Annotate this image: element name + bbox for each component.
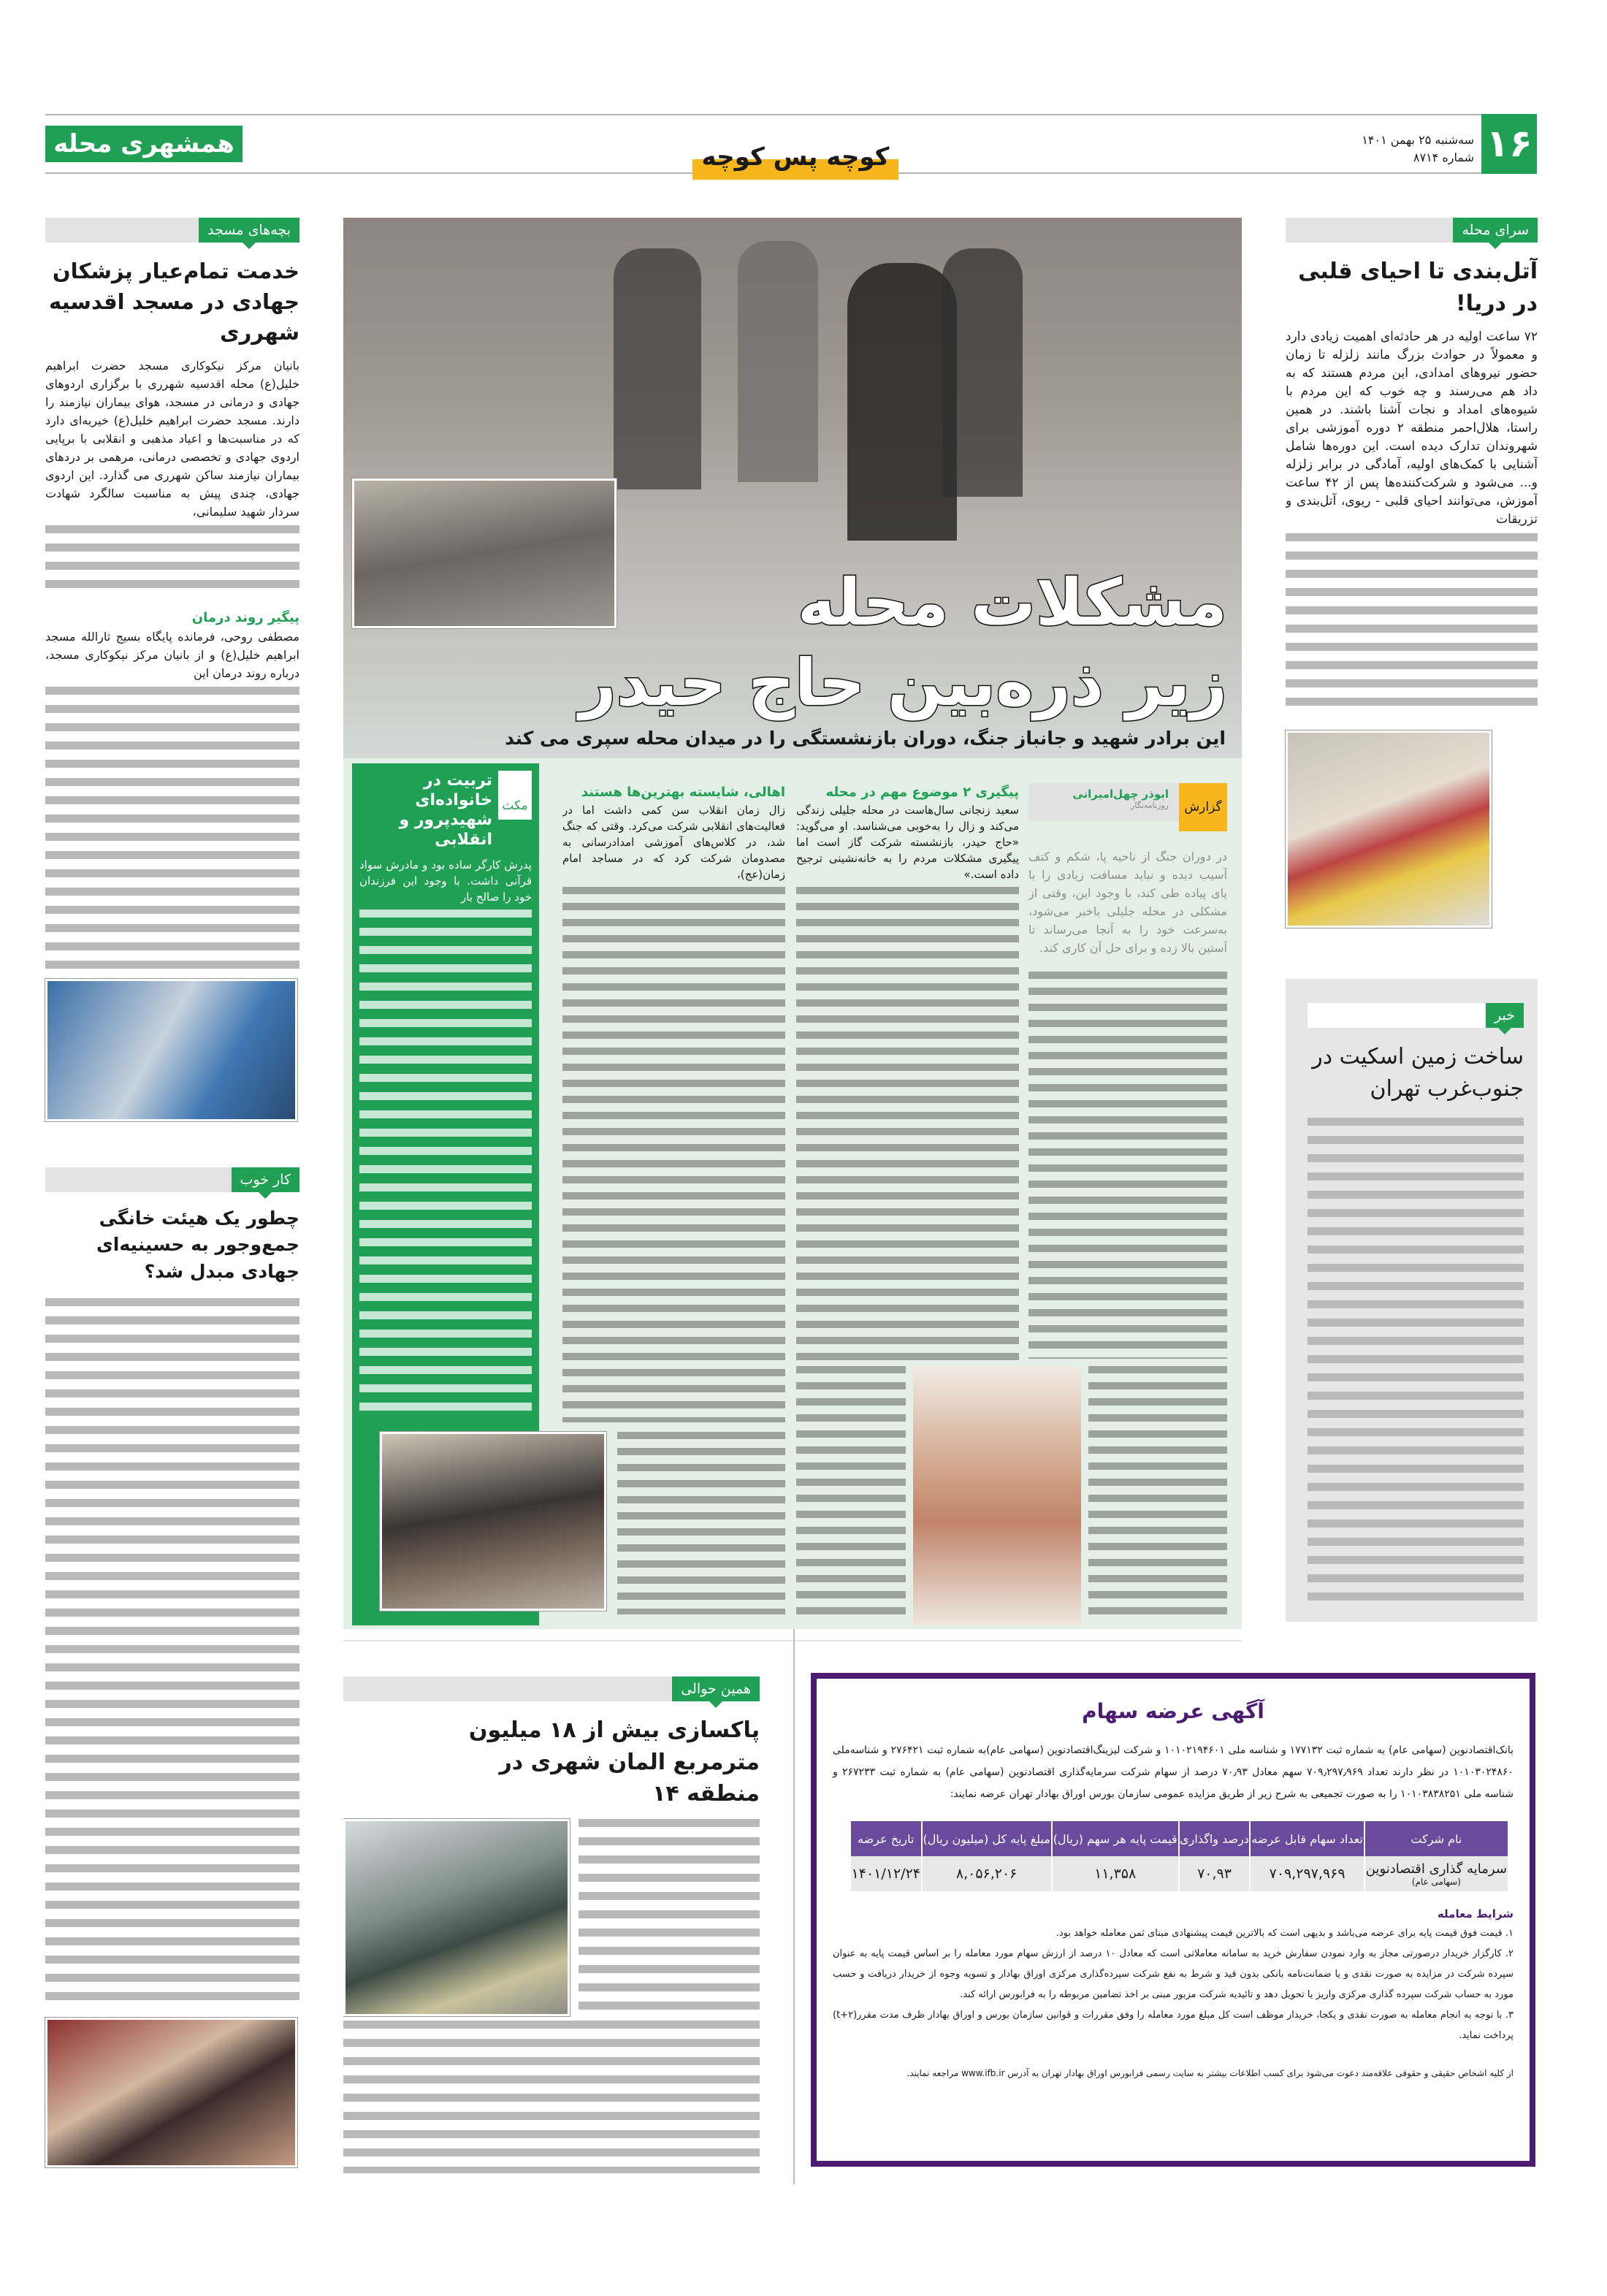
subheading: پیگیری ۲ موضوع مهم در محله	[825, 785, 1019, 800]
inset-neighborhood-photo	[352, 478, 617, 628]
table-header: مبلغ پایه کل (میلیون ریال)	[922, 1821, 1052, 1856]
subheading: پیگیر روند درمان	[191, 610, 299, 626]
percent-cell: ۷۰,۹۳	[1179, 1856, 1251, 1891]
section-tag: همین حوالی	[672, 1677, 760, 1701]
story-headline: خدمت تمام‌عیار پزشکان جهادی در مسجد اقدسیه شهرری	[48, 259, 299, 346]
story-body: بانیان مرکز نیکوکاری مسجد حضرت ابراهیم خلیل(ع) محله اقدسیه شهرری با برگزاری اردوهای جهادی و درمانی در مسجد، هوای بیماران نیازمند را دارند. مسجد حضرت ابراهیم خلیل(ع) خیریه‌ای دارد که در مناسبت‌ها و اعیاد مذهبی و انقلابی با برپایی اردوی جهادی و تخصصی درمانی، مرهمی بر دردهای بیماران نیازمند ساکن شهرری می گذارد. این اردوی جهادی، چندی پیش به مناسبت سالگرد شهادت سردار شهید سلیمانی،	[45, 359, 299, 519]
date-cell: ۱۴۰۱/۱۲/۲۴	[850, 1856, 922, 1891]
author-name: ابوذر چهل‌امیرانی	[1072, 787, 1169, 801]
table-header: تاریخ عرضه	[850, 1821, 922, 1856]
section-tag: بچه‌های مسجد	[199, 218, 299, 243]
story-headline: چطور یک هیئت خانگی جمع‌وجور به حسینیه‌ای جهادی مبدل شد؟	[96, 1208, 299, 1282]
table-header: درصد واگذاری	[1179, 1821, 1251, 1856]
section-tag: سرای محله	[1453, 218, 1538, 243]
article-paragraph: زال زمان انقلاب سن کمی داشت اما در فعالیت‌های انقلابی شرکت می‌کرد. وقتی که جنگ شد، در کلاس‌های آموزشی امدادرسانی به مصدومان شرکت کرد که در مساجد امام زمان(عج)،	[562, 804, 785, 881]
price-cell: ۱۱,۳۵۸	[1052, 1856, 1179, 1891]
section-tag: کار خوب	[232, 1167, 300, 1192]
section-banner	[692, 139, 898, 180]
sidebar-tag: مکث	[498, 771, 532, 820]
ad-intro: بانک‌اقتصادنوین (سهامی عام) به شماره ثبت ۱۷۷۱۳۲ و شناسه ملی ۱۰۱۰۲۱۹۴۶۰۱ و شرکت لیزینگ‌اقتصادنوین (سهامی عام)به شماره ثبت ۲۷۶۴۲۱ و شناسه‌ملی ۱۰۱۰۳۰۲۴۸۶۰ در نظر دارند تعداد ۷۰۹٫۲۹۷٫۹۶۹ سهم معادل ۷۰٫۹۳ درصد از سهام شرکت سرمایه‌گذاری اقتصادنوین (سهامی عام) به شماره ثبت ۲۶۷۲۳۳ و شناسه ملی ۱۰۱۰۳۸۳۸۲۵۱ را به صورت تجمیعی به شرح زیر از طریق مزایده عمومی سازمان بورس اوراق بهادار تهران عرضه نمایند:	[833, 1744, 1514, 1800]
section-title: کوچه پس کوچه	[701, 142, 890, 172]
subheading: اهالی، شایسته بهترین‌ها هستند	[581, 785, 785, 800]
street-cleaning-photo	[343, 1819, 570, 2016]
author-portrait	[913, 1366, 1081, 1625]
author-role: روزنامه‌نگار	[1131, 801, 1169, 810]
main-headline-line2: زیر ذره‌بین حاج حیدر	[579, 645, 1227, 720]
story-body: مصطفی روحی، فرمانده پایگاه بسیج ثارالله مسجد ابراهیم خلیل(ع) و از بانیان مرکز نیکوکاری مسجد، درباره روند درمان این	[45, 630, 299, 681]
sidebar-headline: تربیت در خانواده‌ای شهیدپرور و انقلابی	[399, 771, 492, 849]
company-type: (سهامی عام)	[1411, 1876, 1461, 1887]
issue-date: سه‌شنبه ۲۵ بهمن ۱۴۰۱	[1362, 133, 1474, 147]
total-cell: ۸,۰۵۶,۲۰۶	[922, 1856, 1052, 1891]
table-header: تعداد سهام قابل عرضه	[1250, 1821, 1364, 1856]
conditions-title: شرایط معامله	[1437, 1907, 1514, 1921]
page-number: ۱۶	[1481, 114, 1537, 174]
share-offering-ad	[811, 1673, 1535, 2167]
table-header: نام شرکت	[1364, 1821, 1508, 1856]
table-row	[850, 1856, 1508, 1891]
mosque-visit-photo	[380, 1432, 606, 1611]
main-headline-line1: مشکلات محله	[797, 565, 1227, 640]
offering-table	[850, 1821, 1508, 1891]
ad-title: آگهی عرضه سهام	[1082, 1699, 1264, 1723]
dental-clinic-photo	[45, 979, 297, 1121]
first-aid-training-photo	[1286, 731, 1492, 928]
company-name: سرمایه گذاری اقتصادنوین	[1365, 1861, 1507, 1877]
section-tag: خبر	[1486, 1003, 1524, 1028]
hosseiniyeh-photo	[45, 2018, 297, 2167]
story-headline: پاکسازی بیش از ۱۸ میلیون مترمربع المان شهری در منطقه ۱۴	[468, 1717, 760, 1807]
article-paragraph: سعید زنجانی سال‌هاست در محله جلیلی زندگی می‌کند و زال را به‌خوبی می‌شناسد. او می‌گوید: «حاج حیدر، بازنشسته شرکت گاز است اما پیگیری مشکلات مردم را به خانه‌نشینی ترجیح داده است.»	[796, 804, 1019, 881]
newspaper-logo: همشهری محله	[45, 126, 243, 162]
main-subtitle: این برادر شهید و جانباز جنگ، دوران بازنشستگی را در میدان محله سپری می کند	[505, 728, 1226, 749]
shares-cell: ۷۰۹,۲۹۷,۹۶۹	[1250, 1856, 1364, 1891]
report-tag: گزارش	[1179, 783, 1227, 831]
condition-item: ۳. با توجه به انجام معامله به صورت نقدی و یکجا، خریدار موظف است کل مبلغ مورد معامله را وفق مقررات و قوانین سازمان بورس و اوراق بهادار ظرف مدت مقرر(t+۲) پرداخت نماید.	[833, 2010, 1514, 2041]
condition-item: ۱. قیمت فوق قیمت پایه برای عرضه می‌باشد و بدیهی است که بالاترین قیمت پیشنهادی مبنای ثمن معامله خواهد بود.	[1056, 1928, 1514, 1939]
ad-footer: از کلیه اشخاص حقیقی و حقوقی علاقه‌مند دعوت می‌شود برای کسب اطلاعات بیشتر به سایت رسمی فرابورس اوراق بهادار تهران به آدرس www.ifb.ir مراجعه نمایند.	[906, 2068, 1514, 2078]
news-headline: ساخت زمین اسکیت در جنوب‌غرب تهران	[1312, 1044, 1524, 1102]
story-headline: آتل‌بندی تا احیای قلبی در دریا!	[1298, 259, 1538, 316]
table-header: قیمت پایه هر سهم (ریال)	[1052, 1821, 1179, 1856]
story-body: ۷۲ ساعت اولیه در هر حادثه‌ای اهمیت زیادی دارد و معمولاً در حوادث بزرگ مانند زلزله تا زمان حضور نیروهای امدادی، این مردم هستند که به داد هم می‌رسند و چه خوب که این مردم با شیوه‌های امداد و نجات آشنا باشند. در همین راستا، هلال‌احمر منطقه ۲ دوره آموزشی برای شهروندان تدارک دیده است. این دوره‌ها شامل آشنایی با کمک‌های اولیه، آمادگی در برابر زلزله و... می‌شود و شرکت‌کننده‌ها پس از ۴۲ ساعت آموزش، می‌توانند احیای قلبی - ریوی، آتل‌بندی و تزریقات	[1286, 329, 1538, 527]
sidebar-body: پدرش کارگر ساده بود و مادرش سواد قرآنی داشت. با وجود این فرزندان خود را صالح بار	[359, 858, 532, 904]
issue-number: شماره ۸۷۱۴	[1413, 150, 1474, 164]
article-lead: در دوران جنگ از ناحیه پا، شکم و کتف آسیب دیده و نباید مسافت زیادی را با پای پیاده طی کند، با وجود این، وقتی از مشکلی در محله جلیلی باخبر می‌شود، به‌سرعت خود را به آنجا می‌رساند تا آستین بالا زده و برای حل آن کاری کند.	[1028, 850, 1227, 955]
condition-item: ۲. کارگزار خریدار درصورتی مجاز به وارد نمودن سفارش خرید به سامانه معاملاتی است که معادل ۱۰ درصد از ارزش سهام مورد معامله را بر اساس قیمت پایه به عنوان سپرده شرکت در مزایده به صورت نقدی و یا ضمانت‌نامه بانکی بدون قید و شرط به نفع شرکت سپرده‌گذاری مرکزی اوراق بهادار و تسویه وجوه از خریدار دریافت و حسب مورد به حساب شرکت سپرده گذاری مرکزی واریز یا تحویل دهد و تائیدیه شرکت مزبور مبنی بر اخذ تضامین مربوطه را به فرابورس ارائه کند.	[833, 1948, 1514, 2000]
